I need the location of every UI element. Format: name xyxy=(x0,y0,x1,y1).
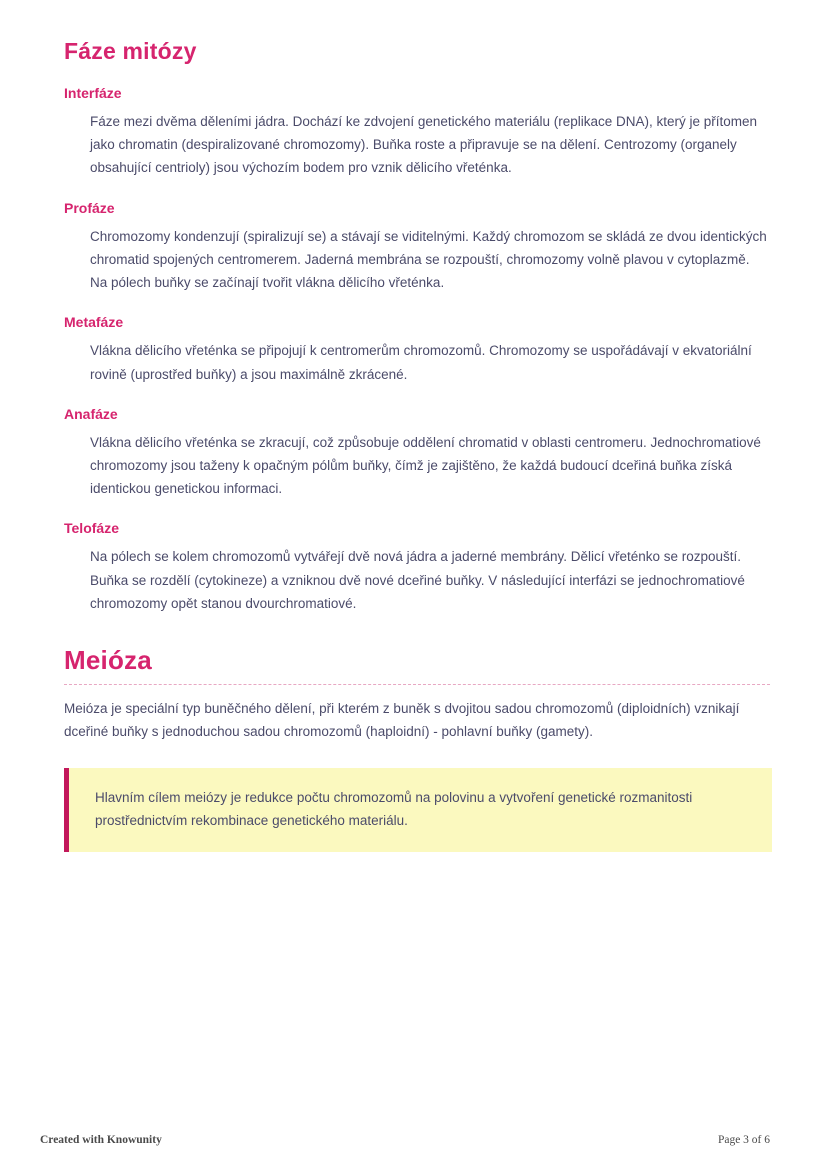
title-divider xyxy=(64,684,770,685)
section-paragraph-telofaze: Na pólech se kolem chromozomů vytvářejí dvě nová jádra a jaderné membrány. Dělicí vřeténko se rozpouští. Buňka se rozdělí (cytokineze) a vzniknou dvě nové dceřiné buňky. V následující interfázi se jednochromatiové chromozomy opět stanou dvourchromatiové. xyxy=(90,549,745,611)
section-heading-telofaze: Telofáze xyxy=(64,520,119,537)
section-paragraph-anafaze: Vlákna dělicího vřeténka se zkracují, což způsobuje oddělení chromatid v oblasti centromeru. Jednochromatiové chromozomy jsou taženy k opačným pólům buňky, čímž je zajištěno, že každá budoucí dceřiná buňka získá identickou genetickou informaci. xyxy=(90,434,761,497)
page-footer xyxy=(0,1109,828,1171)
highlight-callout-text: Hlavním cílem meiózy je redukce počtu chromozomů na polovinu a vytvoření genetické rozmanitosti prostřednictvím rekombinace genetického materiálu. xyxy=(95,789,693,828)
section-paragraph-interfaze: Fáze mezi dvěma děleními jádra. Dochází ke zdvojení genetického materiálu (replikace DNA), který je přítomen jako chromatin (despiralizované chromozomy). Buňka roste a připravuje se na dělení. Centrozomy (organely obsahující centrioly) jsou výchozím bodem pro vznik dělicího vřeténka. xyxy=(90,114,758,176)
meioza-intro-paragraph: Meióza je speciální typ buněčného dělení, při kterém z buněk s dvojitou sadou chromozomů (diploidních) vznikají dceřiné buňky s jednoduchou sadou chromozomů (haploidní) - pohlavní buňky (gamety). xyxy=(64,701,740,740)
footer-brand: Created with Knowunity xyxy=(40,1134,162,1146)
section-paragraph-metafaze: Vlákna dělicího vřeténka se připojují k centromerům chromozomů. Chromozomy se uspořádávají v ekvatoriální rovině (uprostřed buňky) a jsou maximálně zkrácené. xyxy=(90,343,752,382)
section-heading-anafaze: Anafáze xyxy=(64,405,118,422)
section-heading-metafaze: Metafáze xyxy=(64,314,124,331)
section-heading-interfaze: Interfáze xyxy=(64,85,122,101)
section-paragraph-profaze: Chromozomy kondenzují (spiralizují se) a stávají se viditelnými. Každý chromozom se skládá ze dvou identických chromatid spojených centromerem. Jaderná membrána se rozpouští, chromozomy volně plavou v cytoplazmě. Na pólech buňky se začínají tvořit vlákna dělicího vřeténka. xyxy=(90,228,767,291)
section-heading-profaze: Profáze xyxy=(64,199,115,216)
highlight-callout xyxy=(64,768,772,853)
footer-page-number: Page 3 of 6 xyxy=(717,1134,770,1146)
chapter-title-meioza: Meióza xyxy=(64,645,152,676)
page-title: Fáze mitózy xyxy=(64,38,197,64)
